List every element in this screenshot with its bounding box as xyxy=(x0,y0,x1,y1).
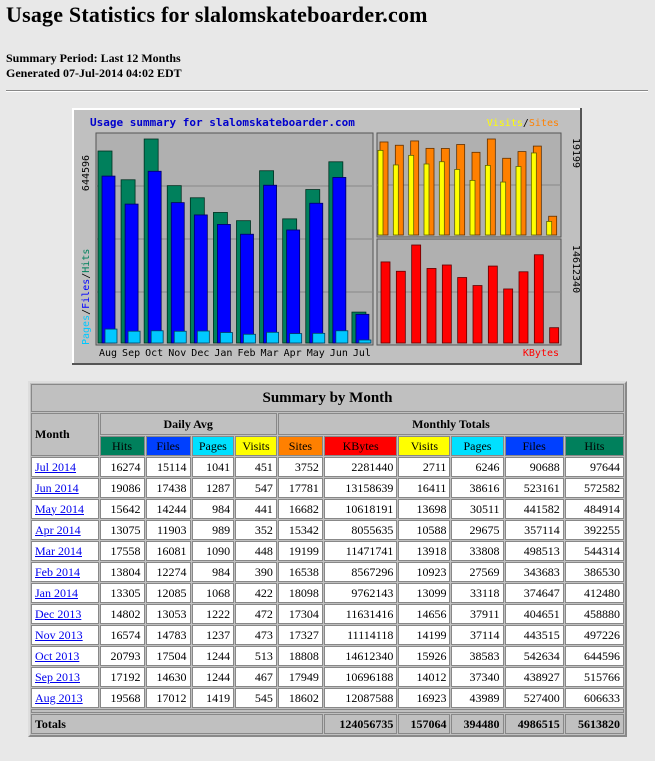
cell-d-files: 11903 xyxy=(146,520,191,540)
pages-bar xyxy=(359,340,371,343)
cell-files: 542634 xyxy=(505,646,564,666)
x-tick-label: Aug xyxy=(98,348,118,359)
table-row xyxy=(31,499,624,519)
total-pages: 394480 xyxy=(451,714,503,734)
monthly-col-header-kbytes: KBytes xyxy=(324,436,397,456)
cell-d-files: 13053 xyxy=(146,604,191,624)
cell-hits: 515766 xyxy=(565,667,624,687)
cell-sites: 18808 xyxy=(278,646,323,666)
cell-d-files: 14630 xyxy=(146,667,191,687)
cell-hits: 412480 xyxy=(565,583,624,603)
cell-d-visits: 448 xyxy=(235,541,277,561)
cell-pages: 30511 xyxy=(451,499,503,519)
visits-bar xyxy=(547,221,552,235)
files-bar xyxy=(217,224,230,343)
x-tick-label: Apr xyxy=(283,348,302,359)
cell-d-hits: 20793 xyxy=(100,646,145,666)
cell-files: 90688 xyxy=(505,457,564,477)
cell-kbytes: 11114118 xyxy=(324,625,397,645)
cell-sites: 15342 xyxy=(278,520,323,540)
totals-row xyxy=(31,714,624,734)
cell-sites: 16682 xyxy=(278,499,323,519)
month-link[interactable]: Jan 2014 xyxy=(35,585,78,600)
pages-bar xyxy=(128,331,140,343)
files-bar xyxy=(102,176,115,343)
kbytes-bar xyxy=(396,271,405,343)
month-link[interactable]: Sep 2013 xyxy=(35,669,80,684)
cell-d-pages: 1237 xyxy=(192,625,235,645)
cell-files: 438927 xyxy=(505,667,564,687)
cell-visits: 13099 xyxy=(398,583,450,603)
cell-kbytes: 8567296 xyxy=(324,562,397,582)
kbytes-bar xyxy=(504,289,513,343)
month-link[interactable]: May 2014 xyxy=(35,501,84,516)
cell-kbytes: 10696188 xyxy=(324,667,397,687)
cell-hits: 572582 xyxy=(565,478,624,498)
files-bar xyxy=(148,171,161,343)
cell-visits: 16923 xyxy=(398,688,450,708)
kbytes-legend: KBytes xyxy=(522,348,559,359)
cell-d-hits: 13804 xyxy=(100,562,145,582)
cell-d-files: 17438 xyxy=(146,478,191,498)
column-header-row xyxy=(31,436,624,456)
visits-bar xyxy=(531,153,536,235)
files-bar xyxy=(194,215,207,343)
cell-visits: 13918 xyxy=(398,541,450,561)
files-bar xyxy=(241,234,254,343)
cell-files: 343683 xyxy=(505,562,564,582)
pages-bar xyxy=(197,331,209,343)
table-row xyxy=(31,541,624,561)
cell-pages: 37114 xyxy=(451,625,503,645)
month-link[interactable]: Mar 2014 xyxy=(35,543,82,558)
cell-pages: 38616 xyxy=(451,478,503,498)
total-hits: 5613820 xyxy=(565,714,624,734)
total-files: 4986515 xyxy=(505,714,564,734)
cell-kbytes: 9762143 xyxy=(324,583,397,603)
month-link[interactable]: Dec 2013 xyxy=(35,606,82,621)
month-cell xyxy=(31,625,99,645)
cell-d-hits: 15642 xyxy=(100,499,145,519)
table-row xyxy=(31,667,624,687)
cell-d-visits: 545 xyxy=(235,688,277,708)
kbytes-bar xyxy=(488,266,497,343)
cell-hits: 544314 xyxy=(565,541,624,561)
visits-bar xyxy=(516,167,521,235)
x-tick-label: Jun xyxy=(329,348,348,359)
kbytes-bar xyxy=(427,268,436,343)
cell-d-pages: 1419 xyxy=(192,688,235,708)
cell-files: 527400 xyxy=(505,688,564,708)
cell-files: 523161 xyxy=(505,478,564,498)
table-row xyxy=(31,625,624,645)
monthly-col-header-visits: Visits xyxy=(398,436,450,456)
total-visits: 157064 xyxy=(398,714,450,734)
files-bar xyxy=(333,177,346,343)
month-cell xyxy=(31,562,99,582)
kbytes-bar xyxy=(442,265,451,343)
cell-d-hits: 19086 xyxy=(100,478,145,498)
kbytes-bar xyxy=(412,245,421,343)
x-tick-label: Jan xyxy=(214,348,233,359)
cell-d-visits: 467 xyxy=(235,667,277,687)
cell-files: 357114 xyxy=(505,520,564,540)
visits-sites-legend-word: Sites xyxy=(528,118,559,129)
visits-sites-legend xyxy=(487,118,559,129)
cell-d-pages: 1244 xyxy=(192,646,235,666)
cell-d-visits: 390 xyxy=(235,562,277,582)
pages-bar xyxy=(151,331,163,343)
month-cell xyxy=(31,478,99,498)
month-link[interactable]: Nov 2013 xyxy=(35,627,83,642)
month-link[interactable]: Feb 2014 xyxy=(35,564,80,579)
month-cell xyxy=(31,667,99,687)
summary-caption: Summary by Month xyxy=(31,384,624,412)
cell-visits: 16411 xyxy=(398,478,450,498)
x-tick-label: Nov xyxy=(168,348,187,359)
spacer-cell xyxy=(31,709,624,713)
table-row xyxy=(31,478,624,498)
cell-d-hits: 13305 xyxy=(100,583,145,603)
cell-d-pages: 1222 xyxy=(192,604,235,624)
cell-d-visits: 473 xyxy=(235,625,277,645)
files-bar xyxy=(310,203,323,343)
visits-bar xyxy=(455,170,460,235)
cell-sites: 18098 xyxy=(278,583,323,603)
kbytes-bar xyxy=(458,278,467,343)
month-link[interactable]: Jul 2014 xyxy=(35,459,77,474)
cell-d-files: 12274 xyxy=(146,562,191,582)
visits-sites-legend-word: Visits xyxy=(486,118,523,129)
cell-visits: 10923 xyxy=(398,562,450,582)
cell-d-hits: 17192 xyxy=(100,667,145,687)
cell-sites: 18602 xyxy=(278,688,323,708)
cell-pages: 37911 xyxy=(451,604,503,624)
cell-pages: 38583 xyxy=(451,646,503,666)
cell-visits: 10588 xyxy=(398,520,450,540)
x-tick-label: Feb xyxy=(237,348,256,359)
cell-d-hits: 16574 xyxy=(100,625,145,645)
monthly-col-header-sites: Sites xyxy=(278,436,323,456)
month-cell xyxy=(31,520,99,540)
visits-bar xyxy=(393,165,398,235)
left-axis-legend-word: Pages xyxy=(81,314,92,345)
visits-bar xyxy=(378,150,383,235)
cell-d-pages: 989 xyxy=(192,520,235,540)
month-cell xyxy=(31,604,99,624)
cell-kbytes: 10618191 xyxy=(324,499,397,519)
x-tick-label: Dec xyxy=(191,348,210,359)
cell-visits: 2711 xyxy=(398,457,450,477)
visits-bar xyxy=(501,182,506,235)
pages-bar xyxy=(267,332,279,343)
pages-bar xyxy=(290,334,302,343)
monthly-col-header-files: Files xyxy=(505,436,564,456)
x-tick-label: Mar xyxy=(260,348,279,359)
month-link[interactable]: Jun 2014 xyxy=(35,480,79,495)
month-cell xyxy=(31,499,99,519)
cell-d-pages: 1090 xyxy=(192,541,235,561)
cell-d-visits: 472 xyxy=(235,604,277,624)
cell-visits: 15926 xyxy=(398,646,450,666)
cell-d-files: 16081 xyxy=(146,541,191,561)
cell-d-files: 14244 xyxy=(146,499,191,519)
visits-bar xyxy=(409,155,414,235)
monthly-col-header-hits: Hits xyxy=(565,436,624,456)
top-right-max-label: 19199 xyxy=(570,137,581,169)
cell-sites: 3752 xyxy=(278,457,323,477)
cell-d-pages: 1068 xyxy=(192,583,235,603)
cell-hits: 386530 xyxy=(565,562,624,582)
cell-files: 374647 xyxy=(505,583,564,603)
page-title: Usage Statistics for slalomskateboarder.com xyxy=(6,2,428,27)
x-tick-label: Jul xyxy=(352,348,371,359)
files-bar xyxy=(287,230,300,343)
files-bar xyxy=(171,203,184,343)
left-max-label: 644596 xyxy=(81,154,92,192)
cell-d-hits: 19568 xyxy=(100,688,145,708)
cell-hits: 392255 xyxy=(565,520,624,540)
x-tick-label: May xyxy=(306,348,325,359)
visits-bar xyxy=(470,180,475,235)
cell-hits: 497226 xyxy=(565,625,624,645)
cell-sites: 17304 xyxy=(278,604,323,624)
summary-by-month-table xyxy=(28,381,627,737)
monthly-totals-header: Monthly Totals xyxy=(278,413,624,435)
month-cell xyxy=(31,541,99,561)
totals-label: Totals xyxy=(31,714,323,734)
table-row xyxy=(31,646,624,666)
cell-hits: 644596 xyxy=(565,646,624,666)
kbytes-bar xyxy=(473,286,482,343)
pages-bar xyxy=(244,334,256,343)
cell-kbytes: 14612340 xyxy=(324,646,397,666)
visits-bar xyxy=(424,164,429,235)
usage-summary-chart xyxy=(72,108,582,365)
cell-sites: 17949 xyxy=(278,667,323,687)
table-row xyxy=(31,583,624,603)
kbytes-bar xyxy=(519,272,528,343)
files-bar xyxy=(125,204,138,343)
cell-d-files: 12085 xyxy=(146,583,191,603)
pages-bar xyxy=(174,331,186,343)
divider xyxy=(6,90,648,92)
cell-files: 441582 xyxy=(505,499,564,519)
visits-bar xyxy=(439,162,444,235)
cell-sites: 16538 xyxy=(278,562,323,582)
cell-d-visits: 451 xyxy=(235,457,277,477)
table-row xyxy=(31,604,624,624)
month-link[interactable]: Oct 2013 xyxy=(35,648,80,663)
cell-d-files: 17504 xyxy=(146,646,191,666)
summary-period: Summary Period: Last 12 Months xyxy=(6,51,181,65)
cell-hits: 458880 xyxy=(565,604,624,624)
left-axis-legend xyxy=(81,249,92,345)
cell-pages: 33118 xyxy=(451,583,503,603)
cell-files: 498513 xyxy=(505,541,564,561)
kbytes-bar xyxy=(381,262,390,343)
cell-d-visits: 547 xyxy=(235,478,277,498)
cell-d-hits: 13075 xyxy=(100,520,145,540)
x-tick-label: Oct xyxy=(145,348,164,359)
cell-d-pages: 984 xyxy=(192,562,235,582)
cell-d-visits: 441 xyxy=(235,499,277,519)
cell-d-files: 14783 xyxy=(146,625,191,645)
cell-sites: 17781 xyxy=(278,478,323,498)
files-bar xyxy=(356,314,369,343)
daily-avg-header: Daily Avg xyxy=(100,413,277,435)
cell-d-files: 17012 xyxy=(146,688,191,708)
files-bar xyxy=(264,185,277,343)
month-link[interactable]: Apr 2014 xyxy=(35,522,81,537)
cell-kbytes: 13158639 xyxy=(324,478,397,498)
cell-kbytes: 11631416 xyxy=(324,604,397,624)
report-meta xyxy=(6,51,182,81)
cell-visits: 13698 xyxy=(398,499,450,519)
cell-d-files: 15114 xyxy=(146,457,191,477)
daily-col-header-files: Files xyxy=(146,436,191,456)
cell-visits: 14199 xyxy=(398,625,450,645)
cell-sites: 19199 xyxy=(278,541,323,561)
pages-bar xyxy=(336,331,348,343)
cell-pages: 29675 xyxy=(451,520,503,540)
total-kbytes: 124056735 xyxy=(324,714,397,734)
cell-hits: 97644 xyxy=(565,457,624,477)
cell-d-pages: 1041 xyxy=(192,457,235,477)
cell-hits: 484914 xyxy=(565,499,624,519)
table-row xyxy=(31,457,624,477)
cell-d-visits: 352 xyxy=(235,520,277,540)
cell-visits: 14012 xyxy=(398,667,450,687)
left-axis-legend-word: Hits xyxy=(81,248,92,273)
cell-pages: 37340 xyxy=(451,667,503,687)
cell-d-hits: 16274 xyxy=(100,457,145,477)
chart-title: Usage summary for slalomskateboarder.com xyxy=(90,116,355,129)
left-axis-legend-word: Files xyxy=(81,278,92,309)
pages-bar xyxy=(220,333,232,343)
cell-d-pages: 984 xyxy=(192,499,235,519)
cell-files: 443515 xyxy=(505,625,564,645)
monthly-col-header-pages: Pages xyxy=(451,436,503,456)
month-link[interactable]: Aug 2013 xyxy=(35,690,83,705)
bottom-right-max-label: 14612340 xyxy=(570,244,581,294)
cell-sites: 17327 xyxy=(278,625,323,645)
cell-d-pages: 1244 xyxy=(192,667,235,687)
table-row xyxy=(31,688,624,708)
pages-bar xyxy=(313,333,325,343)
month-header: Month xyxy=(31,413,99,456)
cell-hits: 606633 xyxy=(565,688,624,708)
cell-kbytes: 12087588 xyxy=(324,688,397,708)
generated-timestamp: Generated 07-Jul-2014 04:02 EDT xyxy=(6,66,182,80)
cell-files: 404651 xyxy=(505,604,564,624)
visits-bar xyxy=(485,165,490,235)
cell-visits: 14656 xyxy=(398,604,450,624)
cell-d-visits: 513 xyxy=(235,646,277,666)
daily-col-header-visits: Visits xyxy=(235,436,277,456)
cell-kbytes: 8055635 xyxy=(324,520,397,540)
cell-d-hits: 14802 xyxy=(100,604,145,624)
spacer-row xyxy=(31,709,624,713)
cell-pages: 27569 xyxy=(451,562,503,582)
x-tick-label: Sep xyxy=(122,348,141,359)
month-cell xyxy=(31,457,99,477)
left-axis-legend-word: / xyxy=(81,308,92,315)
usage-summary-chart-svg xyxy=(72,108,582,365)
cell-pages: 6246 xyxy=(451,457,503,477)
month-cell xyxy=(31,646,99,666)
cell-d-hits: 17558 xyxy=(100,541,145,561)
left-axis-legend-word: / xyxy=(81,272,92,279)
cell-pages: 43989 xyxy=(451,688,503,708)
visits-sites-legend-word: / xyxy=(522,118,529,129)
cell-d-pages: 1287 xyxy=(192,478,235,498)
month-cell xyxy=(31,583,99,603)
cell-kbytes: 2281440 xyxy=(324,457,397,477)
daily-col-header-pages: Pages xyxy=(192,436,235,456)
table-row xyxy=(31,562,624,582)
cell-kbytes: 11471741 xyxy=(324,541,397,561)
cell-d-visits: 422 xyxy=(235,583,277,603)
table-row xyxy=(31,520,624,540)
month-cell xyxy=(31,688,99,708)
pages-bar xyxy=(105,329,117,343)
cell-pages: 33808 xyxy=(451,541,503,561)
kbytes-bar xyxy=(534,255,543,343)
kbytes-bar xyxy=(550,328,559,343)
daily-col-header-hits: Hits xyxy=(100,436,145,456)
